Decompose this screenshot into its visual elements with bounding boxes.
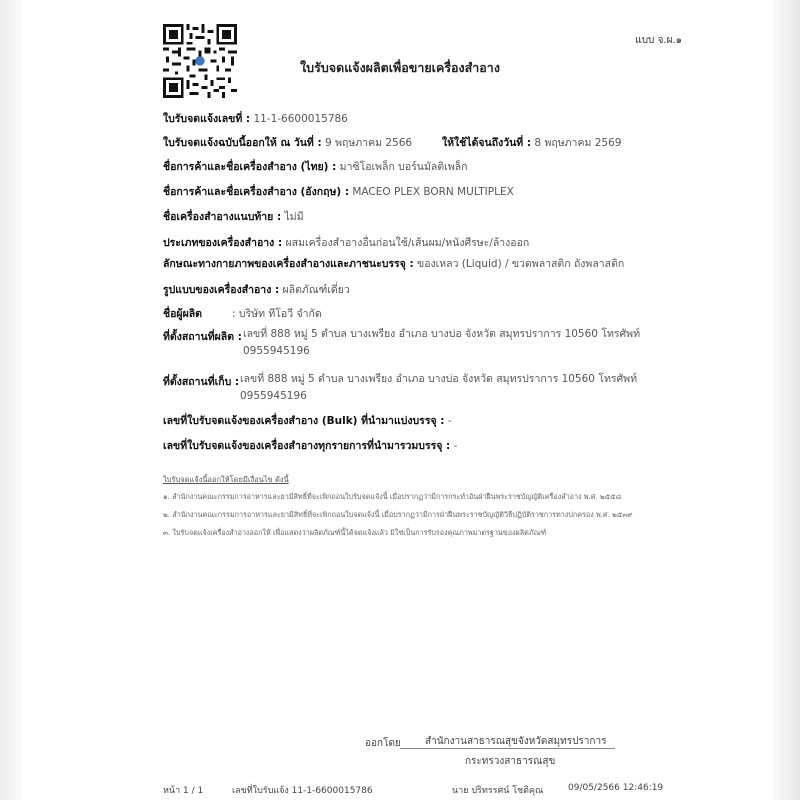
factory-address-label: ที่ตั้งสถานที่ผลิต : [163, 331, 242, 343]
print-timestamp: 09/05/2566 12:46:19 [568, 783, 664, 793]
category-label: ประเภทของเครื่องสำอาง : [163, 237, 283, 249]
factory-address-value [243, 326, 640, 360]
manufacturer-row [163, 305, 202, 322]
storage-address-line1: เลขที่ 888 หมู่ 5 ตำบล บางเพรียง อำเภอ บางบ่อ จังหวัด สมุทรปราการ 10560 โทรศัพท์ [240, 373, 638, 385]
physical-row [163, 255, 624, 272]
issuing-office: สำนักงานสาธารณสุขจังหวัดสมุทรปราการ [425, 736, 607, 747]
issue-date-row [163, 134, 412, 151]
issue-date-label: ใบรับจดแจ้งฉบับนี้ออกให้ ณ วันที่ : [163, 137, 322, 149]
footer-receipt-ref: เลขที่ใบรับแจ้ง 11-1-6600015786 [232, 786, 373, 796]
combined-no-row [163, 437, 457, 454]
manufacturer-label: ชื่อผู้ผลิต [163, 308, 202, 320]
factory-address-line2: 0955945196 [243, 345, 310, 357]
bulk-no-value: - [447, 415, 452, 427]
form-value: ผลิตภัณฑ์เดี่ยว [282, 284, 350, 296]
bulk-no-row [163, 412, 452, 429]
bulk-no-label: เลขที่ใบรับจดแจ้งของเครื่องสำอาง (Bulk) ที่นำมาแบ่งบรรจุ : [163, 415, 445, 427]
form-code: แบบ จ.ผ.๑ [635, 35, 682, 46]
physical-value: ของเหลว (Liquid) / ขวดพลาสติก ถังพลาสติก [417, 258, 625, 270]
factory-address-label-wrap [163, 328, 242, 345]
category-row [163, 234, 529, 251]
trade-name-en-row [163, 183, 514, 200]
manufacturer-value: : บริษัท ทีโอวี จำกัด [232, 308, 322, 320]
receipt-no-value: 11-1-6600015786 [253, 113, 348, 125]
trade-name-th-label: ชื่อการค้าและชื่อเครื่องสำอาง (ไทย) : [163, 161, 337, 173]
conditions-title: ใบรับจดแจ้งนี้ออกให้โดยมีเงื่อนไข ดังนี้ [163, 475, 289, 484]
document-title: ใบรับจดแจ้งผลิตเพื่อขายเครื่องสำอาง [300, 60, 500, 75]
page-edge-left [0, 0, 22, 800]
appendix-name-label: ชื่อเครื่องสำอางแนบท้าย : [163, 211, 282, 223]
trade-name-th-value: มาซิโอเพล็ก บอร์นมัลติเพล็ก [339, 161, 468, 173]
storage-address-label-wrap [163, 373, 239, 390]
category-value: ผสมเครื่องสำอางอื่นก่อนใช้/เส้นผม/หนังศีรษะ/ล้างออก [285, 237, 530, 249]
combined-no-value: - [453, 440, 458, 452]
physical-label: ลักษณะทางกายภาพของเครื่องสำอางและภาชนะบรรจุ : [163, 258, 414, 270]
issued-by-label: ออกโดย [365, 738, 401, 749]
condition-1: ๑. สำนักงานคณะกรรมการอาหารและยามีสิทธิ์ที่จะเพิกถอนใบรับจดแจ้งนี้ เมื่อปรากฏว่ามีการกระทำอันฝ่าฝืนพระราชบัญญัติเครื่องสำอาง พ.ศ. ๒๕๕๘ [163, 492, 622, 501]
valid-until-label: ให้ใช้ได้จนถึงวันที่ : [442, 137, 532, 149]
page-edge-right [772, 0, 800, 800]
valid-until-row [442, 134, 621, 151]
condition-2: ๒. สำนักงานคณะกรรมการอาหารและยามีสิทธิ์ที่จะเพิกถอนใบจดแจ้งนี้ เมื่อปรากฏว่ามีการฝ่าฝืนพระราชบัญญัติวิธีปฏิบัติราชการทางปกครอง พ.ศ. ๒๕๓๙ [163, 510, 633, 519]
form-row [163, 281, 350, 298]
receipt-no-row [163, 110, 348, 127]
issue-date-value: 9 พฤษภาคม 2566 [325, 137, 413, 149]
valid-until-value: 8 พฤษภาคม 2569 [534, 137, 622, 149]
form-label: รูปแบบของเครื่องสำอาง : [163, 284, 280, 296]
combined-no-label: เลขที่ใบรับจดแจ้งของเครื่องสำอางทุกรายการที่นำมารวมบรรจุ : [163, 440, 451, 452]
trade-name-en-value: MACEO PLEX BORN MULTIPLEX [352, 186, 514, 198]
signature-line [400, 748, 615, 749]
condition-3: ๓. ใบรับจดแจ้งเครื่องสำอางออกให้ เพื่อแสดงว่าผลิตภัณฑ์นี้ได้จดแจ้งแล้ว มิใช่เป็นการรับรองคุณภาพมาตรฐานของผลิตภัณฑ์ [163, 528, 547, 537]
officer-name: นาย ปริทรรศน์ โชติคุณ [452, 786, 544, 796]
ministry-name: กระทรวงสาธารณสุข [465, 756, 556, 767]
trade-name-en-label: ชื่อการค้าและชื่อเครื่องสำอาง (อังกฤษ) : [163, 186, 350, 198]
factory-address-line1: เลขที่ 888 หมู่ 5 ตำบล บางเพรียง อำเภอ บางบ่อ จังหวัด สมุทรปราการ 10560 โทรศัพท์ [243, 328, 641, 340]
page-number: หน้า 1 / 1 [163, 786, 204, 796]
storage-address-value [240, 371, 637, 405]
receipt-no-label: ใบรับจดแจ้งเลขที่ : [163, 113, 251, 125]
appendix-name-value: ไม่มี [284, 211, 304, 223]
appendix-name-row [163, 208, 304, 225]
trade-name-th-row [163, 158, 467, 175]
storage-address-label: ที่ตั้งสถานที่เก็บ : [163, 376, 240, 388]
manufacturer-value-wrap [232, 305, 322, 322]
storage-address-line2: 0955945196 [240, 390, 307, 402]
